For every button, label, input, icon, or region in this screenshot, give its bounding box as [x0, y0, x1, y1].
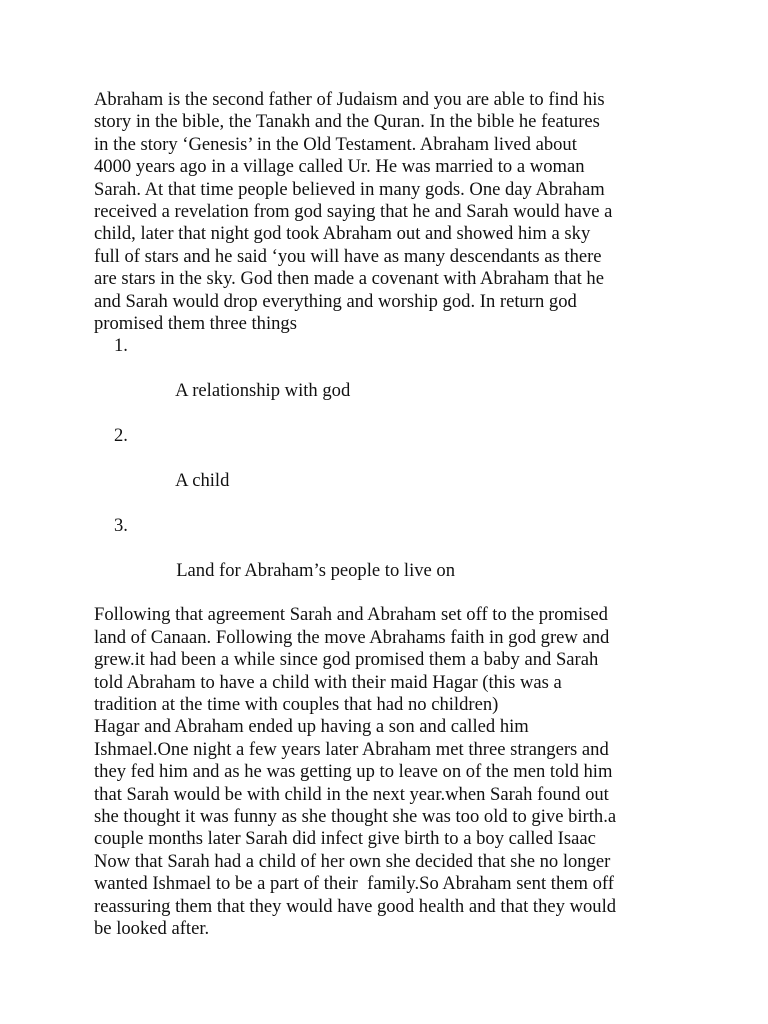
- document-body: [94, 89, 734, 940]
- text-line: Following that agreement Sarah and Abraham set off to the promised: [94, 604, 608, 626]
- text-line: received a revelation from god saying that he and Sarah would have a: [94, 201, 613, 223]
- list-item-text: A relationship with god: [175, 380, 351, 402]
- list-number: 1.: [114, 335, 128, 357]
- text-line: told Abraham to have a child with their maid Hagar (this was a: [94, 671, 562, 693]
- text-line: Abraham is the second father of Judaism and you are able to find his: [94, 89, 605, 110]
- text-line: they fed him and as he was getting up to leave on of the men told him: [94, 761, 613, 783]
- text-line: in the story ‘Genesis’ in the Old Testament. Abraham lived about: [94, 133, 577, 155]
- text-line: grew.it had been a while since god promised them a baby and Sarah: [94, 649, 599, 671]
- text-line: Sarah. At that time people believed in many gods. One day Abraham: [94, 178, 605, 200]
- paragraph-intro: [94, 89, 734, 335]
- list-item: [94, 515, 734, 605]
- list-number: 2.: [114, 425, 128, 447]
- text-line: 4000 years ago in a village called Ur. He was married to a woman: [94, 156, 585, 178]
- text-line: promised them three things: [94, 313, 297, 335]
- text-line: are stars in the sky. God then made a covenant with Abraham that he: [94, 268, 604, 290]
- text-line: land of Canaan. Following the move Abrahams faith in god grew and: [94, 626, 610, 648]
- text-line: full of stars and he said ‘you will have as many descendants as there: [94, 245, 602, 267]
- text-line: couple months later Sarah did infect give birth to a boy called Isaac: [94, 828, 596, 850]
- list-item: [94, 335, 734, 425]
- text-line: wanted Ishmael to be a part of their family.So Abraham sent them off: [94, 873, 614, 895]
- text-line: tradition at the time with couples that had no children): [94, 693, 499, 715]
- text-line: and Sarah would drop everything and worship god. In return god: [94, 290, 577, 312]
- text-line: Ishmael.One night a few years later Abraham met three strangers and: [94, 738, 609, 760]
- text-line: Hagar and Abraham ended up having a son and called him: [94, 716, 529, 738]
- promises-list: [94, 335, 734, 604]
- list-item-text: Land for Abraham’s people to live on: [176, 559, 456, 581]
- list-item: [94, 425, 734, 515]
- list-number: 3.: [114, 514, 128, 536]
- text-line: child, later that night god took Abraham out and showed him a sky: [94, 223, 591, 245]
- text-line: be looked after.: [94, 918, 210, 940]
- text-line: reassuring them that they would have good health and that they would: [94, 895, 617, 917]
- list-item-text: A child: [175, 469, 230, 491]
- paragraph-ishmael-isaac: [94, 716, 734, 940]
- text-line: she thought it was funny as she thought she was too old to give birth.a: [94, 806, 617, 827]
- text-line: Now that Sarah had a child of her own she decided that she no longer: [94, 850, 611, 872]
- text-line: that Sarah would be with child in the next year.when Sarah found out: [94, 783, 609, 805]
- text-line: story in the bible, the Tanakh and the Quran. In the bible he features: [94, 111, 600, 133]
- paragraph-canaan: [94, 604, 734, 716]
